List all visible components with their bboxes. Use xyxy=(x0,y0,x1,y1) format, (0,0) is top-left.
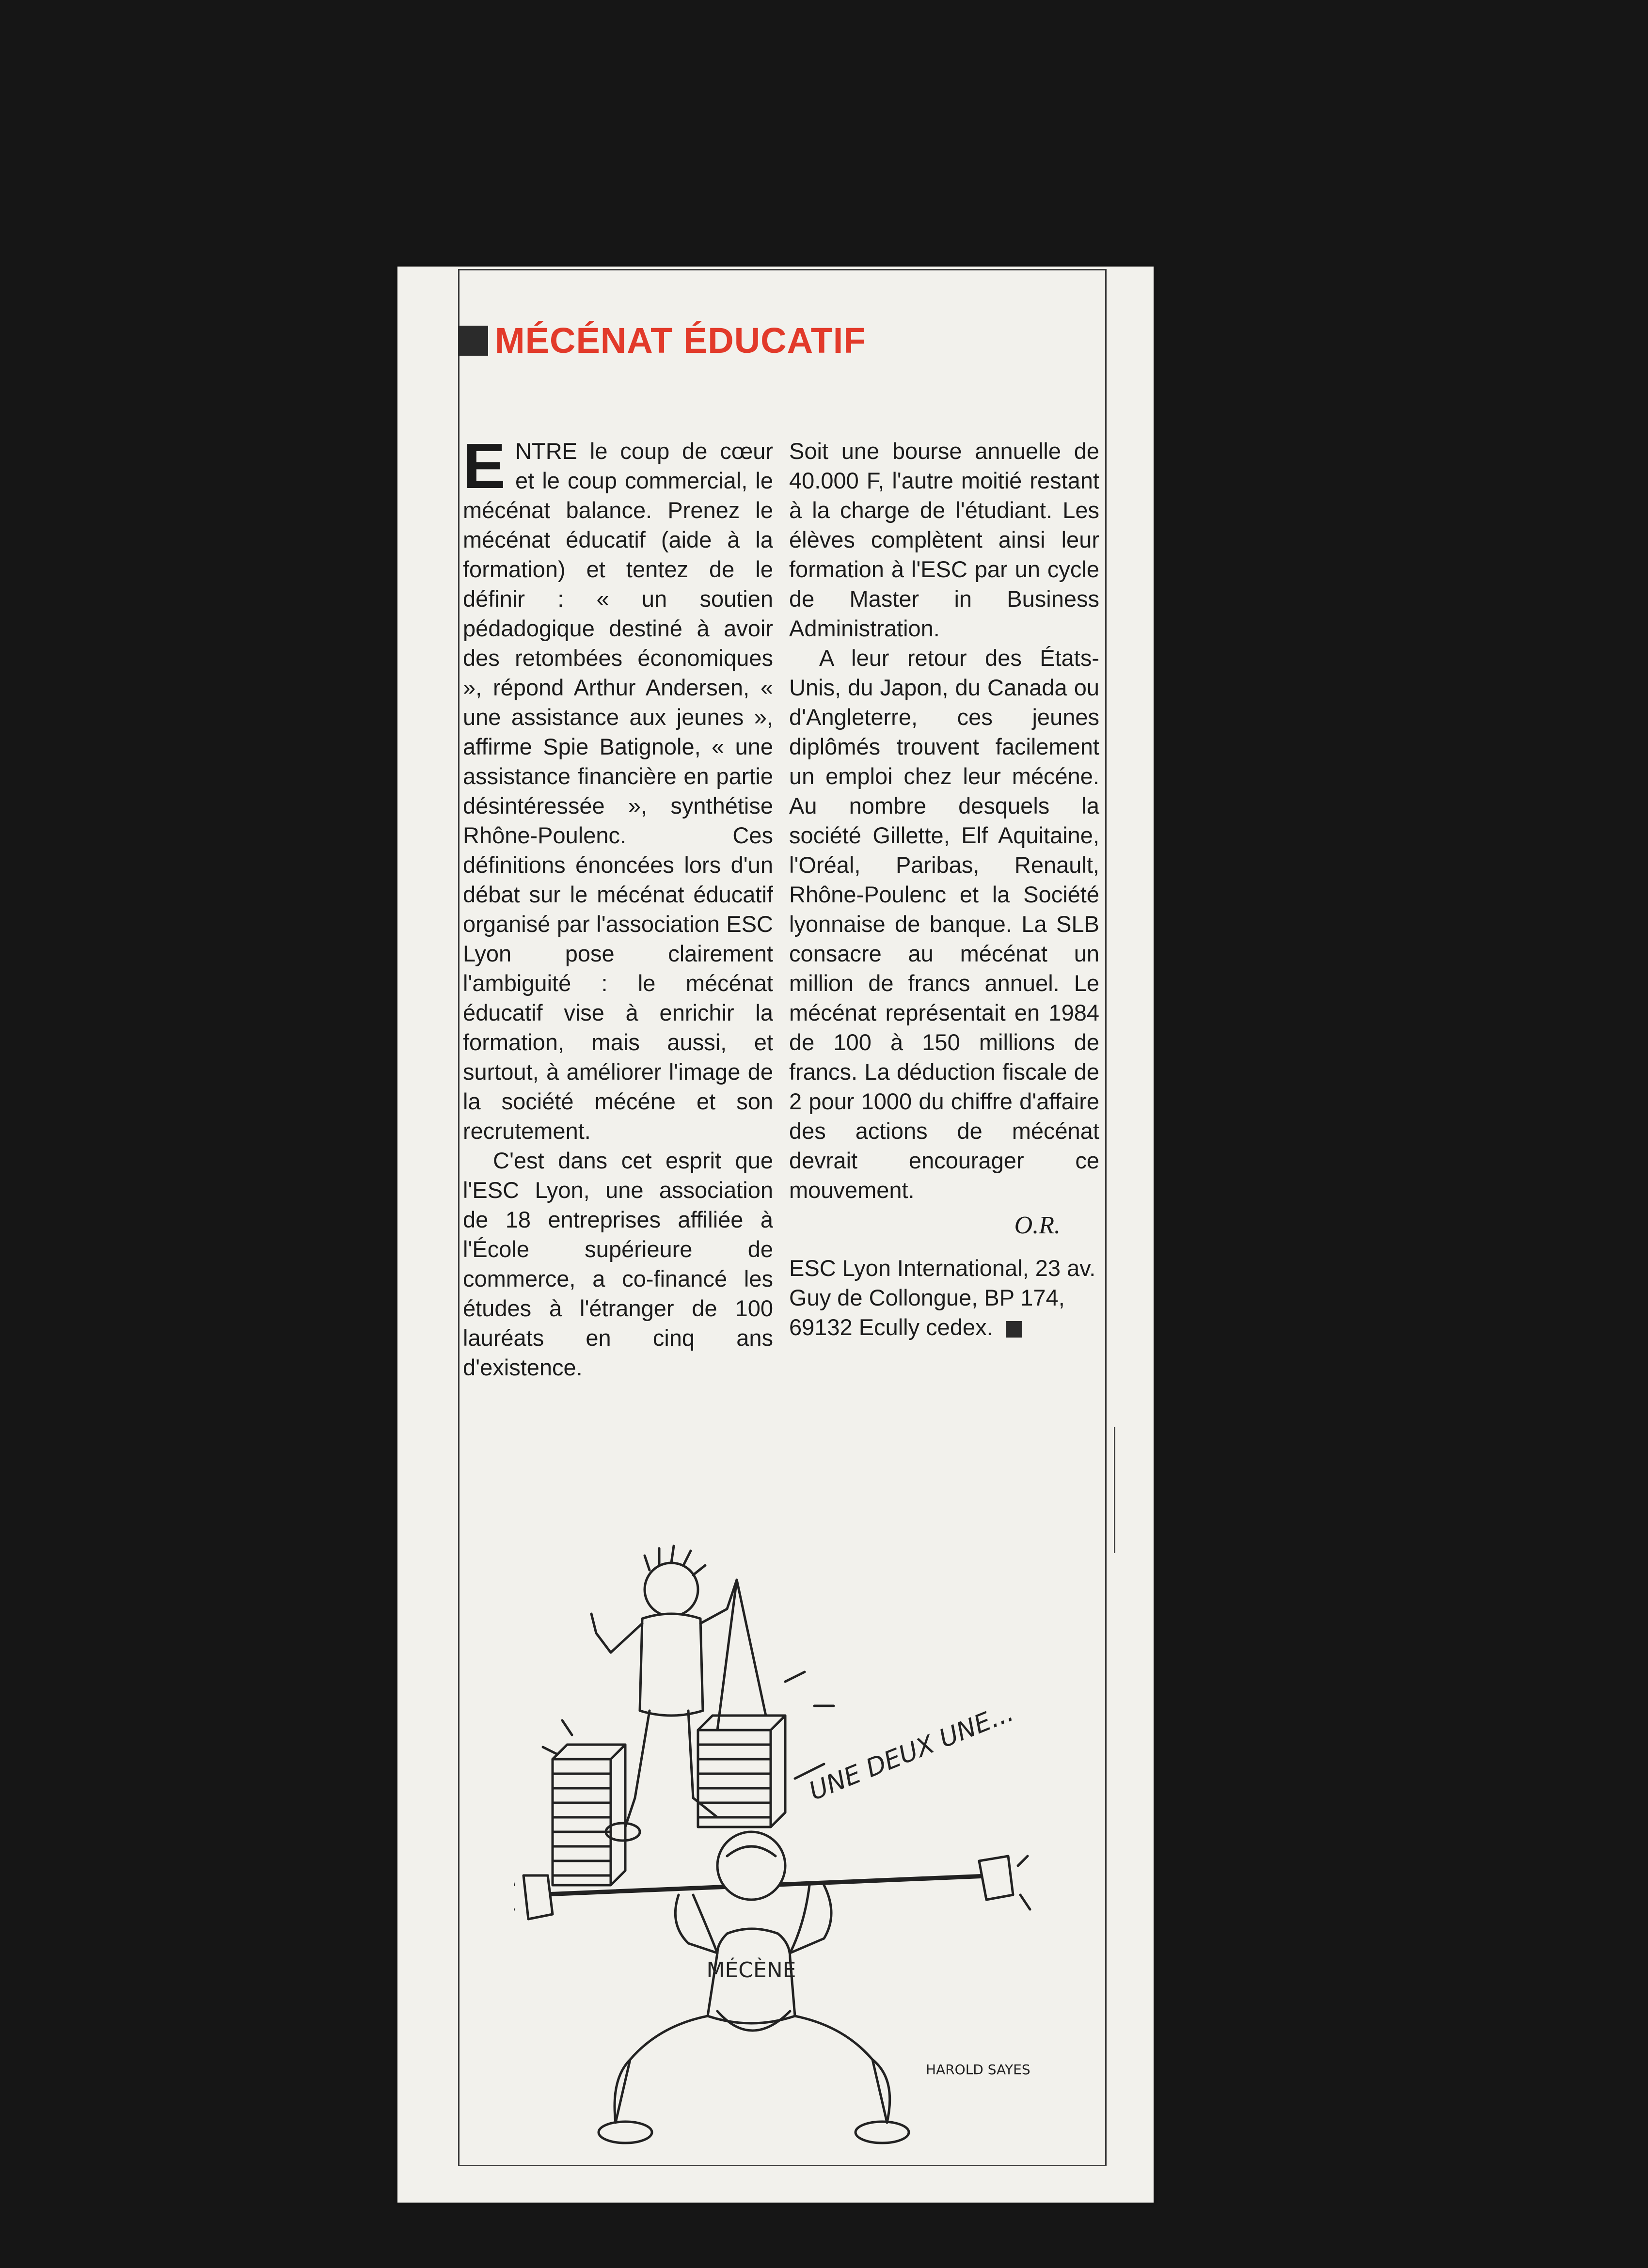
left-book-stack-icon xyxy=(553,1745,625,1885)
left-paragraph-1-text: NTRE le coup de cœur et le coup commercial, le mécénat balance. Prenez le mécénat éducatif (aide à la formation) et tentez de le définir : « un soutien pédadogique destiné à avoir des retombées économiques », répond Arthur Andersen, « une assistance aux jeunes », affirme Spie Batignole, « une assistance financière en partie désintéressée », synthétise Rhône-Poulenc. Ces définitions énoncées lors d'un débat sur le mécénat éducatif organisé par l'association ESC Lyon pose clairement l'ambiguité : le mécénat éducatif vise à enrichir la formation, mais aussi, et surtout, à améliorer l'image de la société mécéne et son recrutement. xyxy=(463,438,773,1144)
end-mark-icon xyxy=(1006,1321,1022,1338)
title-row xyxy=(458,317,866,363)
left-paragraph-1 xyxy=(463,430,773,1146)
speech-text: UNE DEUX UNE... xyxy=(805,1698,1018,1807)
newspaper-clipping xyxy=(397,267,1154,2203)
author-signature: O.R. xyxy=(1014,1212,1061,1239)
artist-signature: HAROLD SAYES xyxy=(926,2062,1030,2078)
dropcap: E xyxy=(463,430,506,502)
title-square-icon xyxy=(458,326,488,356)
lifter-figure-icon xyxy=(599,1832,909,2143)
shirt-text: MÉCÈNE xyxy=(706,1958,796,1983)
weightlifter-cartoon xyxy=(514,1527,1057,2157)
left-paragraph-2: C'est dans cet esprit que l'ESC Lyon, une association de 18 entreprises affiliée à l'École supérieure de commerce, a co-financé les études à l'étranger de 100 lauréats en cinq ans d'existence. xyxy=(463,1148,773,1380)
article-title: MÉCÉNAT ÉDUCATIF xyxy=(495,320,866,361)
right-book-stack-icon xyxy=(698,1716,785,1827)
address-text: ESC Lyon International, 23 av. Guy de Collongue, BP 174, 69132 Ecully cedex. xyxy=(789,1255,1096,1340)
address-paragraph xyxy=(789,1253,1099,1342)
left-column xyxy=(463,430,773,1382)
right-paragraph-1: Soit une bourse annuelle de 40.000 F, l'autre moitié restant à la charge de l'étudiant. Les élèves complètent ainsi leur formation à l'ESC par un cycle de Master in Business Administration. xyxy=(789,438,1099,641)
right-column xyxy=(789,436,1099,1342)
right-paragraph-2: A leur retour des États-Unis, du Japon, du Canada ou d'Angleterre, ces jeunes diplômés trouvent facilement un emploi chez leur mécéne. Au nombre desquels la société Gillette, Elf Aquitaine, l'Oréal, Paribas, Renault, Rhône-Poulenc et la Société lyonnaise de banque. La SLB consacre au mécénat un million de francs annuel. Le mécénat représentait en 1984 de 100 à 150 millions de francs. La déduction fiscale de 2 pour 1000 du chiffre d'affaire des actions de mécénat devrait encourager ce mouvement. xyxy=(789,645,1099,1203)
column-divider xyxy=(1114,1427,1115,1553)
